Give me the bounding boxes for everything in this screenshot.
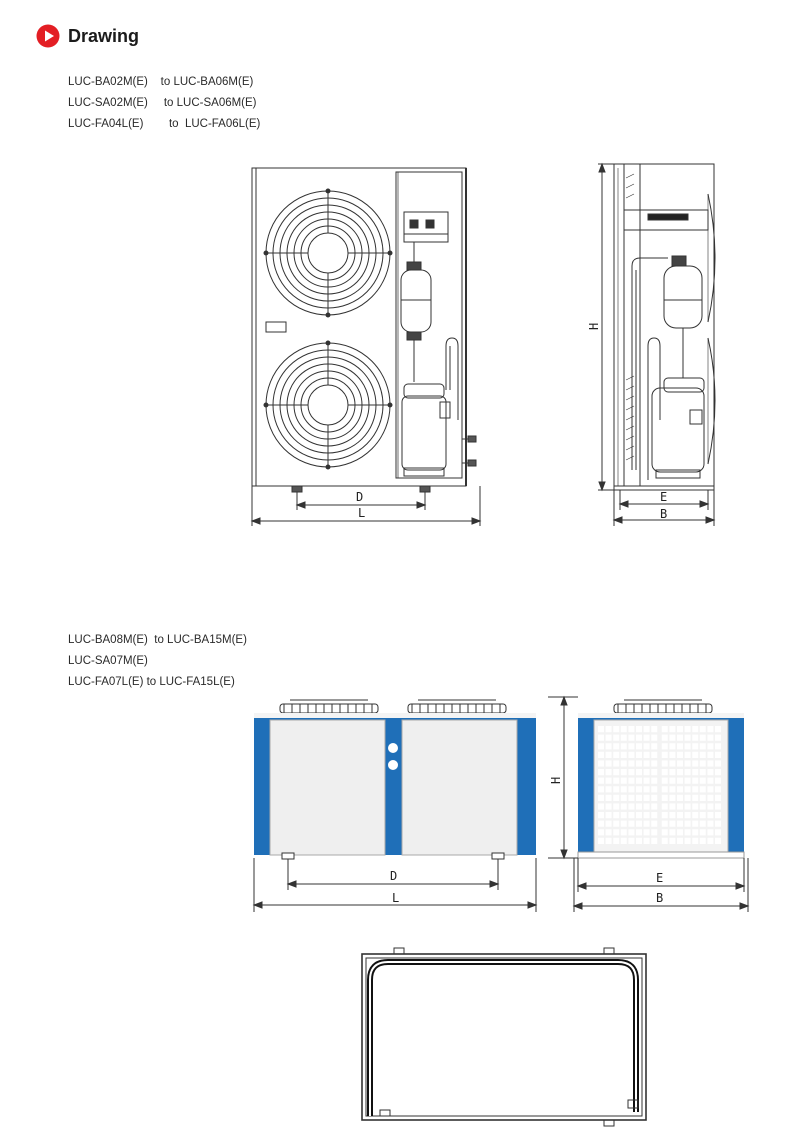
model-range: LUC-FA04L(E) to LUC-FA06L(E): [68, 118, 261, 130]
dim-e-label: E: [660, 490, 668, 504]
dim-l-label: L: [358, 506, 366, 520]
dim-l-label: L: [392, 891, 400, 905]
dim-b-label: B: [656, 891, 664, 905]
dim-h-label: H: [587, 322, 601, 330]
dim-d-label: D: [390, 869, 398, 883]
dim-e-label: E: [656, 871, 664, 885]
model-range: LUC-SA07M(E): [68, 655, 148, 667]
dim-d-label: D: [356, 490, 364, 504]
model-range: LUC-SA02M(E) to LUC-SA06M(E): [68, 97, 257, 109]
model-range: LUC-FA07L(E) to LUC-FA15L(E): [68, 676, 235, 688]
section-title: Drawing: [68, 25, 140, 46]
model-range: LUC-BA02M(E) to LUC-BA06M(E): [68, 76, 254, 88]
model-range: LUC-BA08M(E) to LUC-BA15M(E): [68, 634, 247, 646]
dim-b-label: B: [660, 507, 668, 521]
dim-h-label: H: [549, 776, 563, 784]
